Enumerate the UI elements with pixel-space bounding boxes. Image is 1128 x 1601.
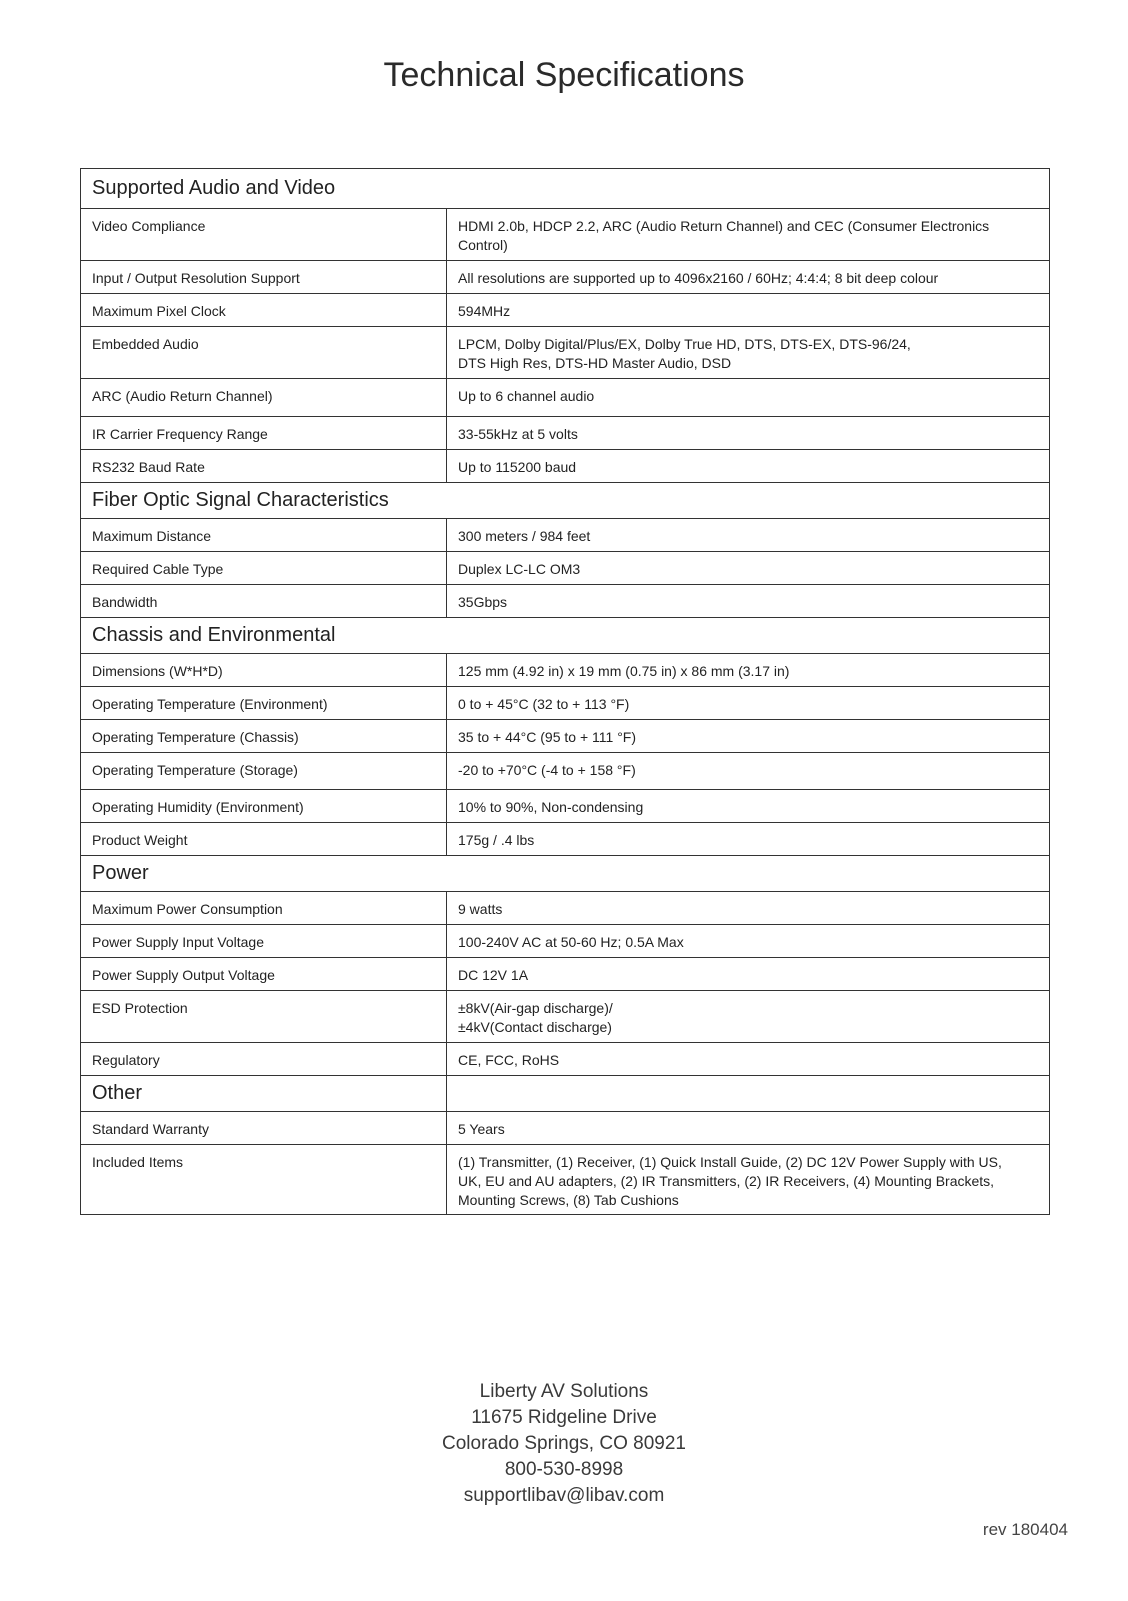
spec-table xyxy=(80,168,1050,1215)
spec-row xyxy=(81,417,1050,450)
spec-row xyxy=(81,687,1050,720)
spec-value-line: Up to 6 channel audio xyxy=(458,388,595,404)
section-header-row xyxy=(81,1076,1050,1112)
spec-row xyxy=(81,294,1050,327)
spec-row xyxy=(81,552,1050,585)
spec-value-line: 100-240V AC at 50-60 Hz; 0.5A Max xyxy=(458,934,684,950)
spec-value-line: 9 watts xyxy=(458,901,503,917)
spec-label: Maximum Distance xyxy=(81,519,447,552)
spec-label: Standard Warranty xyxy=(81,1112,447,1145)
section-header-row xyxy=(81,169,1050,209)
spec-row xyxy=(81,327,1050,379)
spec-label: Included Items xyxy=(81,1145,447,1215)
spec-value xyxy=(447,519,1050,552)
section-header-row xyxy=(81,856,1050,892)
spec-value-line: 35Gbps xyxy=(458,594,508,610)
section-heading: Fiber Optic Signal Characteristics xyxy=(81,483,1050,519)
spec-value-line: LPCM, Dolby Digital/Plus/EX, Dolby True HD, DTS, DTS-EX, DTS-96/24, xyxy=(458,336,911,352)
spec-label: Power Supply Output Voltage xyxy=(81,958,447,991)
spec-value xyxy=(447,654,1050,687)
spec-value-line: Duplex LC-LC OM3 xyxy=(458,561,581,577)
spec-label: RS232 Baud Rate xyxy=(81,450,447,483)
company-contact-block xyxy=(0,1379,1128,1509)
spec-row xyxy=(81,654,1050,687)
spec-value xyxy=(447,261,1050,294)
spec-value-line: ±4kV(Contact discharge) xyxy=(458,1019,612,1035)
spec-value xyxy=(447,753,1050,790)
spec-label: ARC (Audio Return Channel) xyxy=(81,379,447,417)
spec-value xyxy=(447,450,1050,483)
spec-label: Embedded Audio xyxy=(81,327,447,379)
company-name: Liberty AV Solutions xyxy=(479,1381,649,1402)
spec-value xyxy=(447,991,1050,1043)
spec-label: ESD Protection xyxy=(81,991,447,1043)
spec-row xyxy=(81,790,1050,823)
spec-value xyxy=(447,585,1050,618)
spec-value-line: Control) xyxy=(458,237,508,253)
spec-row xyxy=(81,753,1050,790)
spec-value-line: Up to 115200 baud xyxy=(458,459,577,475)
spec-value-line: DC 12V 1A xyxy=(458,967,529,983)
spec-value xyxy=(447,823,1050,856)
revision-label: rev 180404 xyxy=(982,1520,1068,1539)
spec-value xyxy=(447,1145,1050,1215)
section-heading-empty-cell xyxy=(447,1076,1050,1112)
spec-row xyxy=(81,585,1050,618)
spec-value-line: -20 to +70°C (-4 to + 158 °F) xyxy=(458,762,636,778)
spec-label: Bandwidth xyxy=(81,585,447,618)
spec-label: Power Supply Input Voltage xyxy=(81,925,447,958)
spec-value-line: UK, EU and AU adapters, (2) IR Transmitters, (2) IR Receivers, (4) Mounting Brackets, xyxy=(458,1173,995,1189)
section-heading: Other xyxy=(81,1076,447,1112)
spec-label: Maximum Pixel Clock xyxy=(81,294,447,327)
spec-value-line: (1) Transmitter, (1) Receiver, (1) Quick Install Guide, (2) DC 12V Power Supply with US, xyxy=(458,1154,1002,1170)
spec-row xyxy=(81,720,1050,753)
spec-label: IR Carrier Frequency Range xyxy=(81,417,447,450)
spec-table-body xyxy=(81,169,1050,1215)
spec-label: Regulatory xyxy=(81,1043,447,1076)
spec-row xyxy=(81,519,1050,552)
company-street: 11675 Ridgeline Drive xyxy=(471,1407,657,1428)
spec-label: Product Weight xyxy=(81,823,447,856)
spec-row xyxy=(81,261,1050,294)
spec-value xyxy=(447,892,1050,925)
company-phone: 800-530-8998 xyxy=(504,1459,624,1480)
spec-value-line: 175g / .4 lbs xyxy=(458,832,535,848)
spec-row xyxy=(81,209,1050,261)
spec-row xyxy=(81,1043,1050,1076)
spec-label: Input / Output Resolution Support xyxy=(81,261,447,294)
spec-value-line: 300 meters / 984 feet xyxy=(458,528,591,544)
spec-value xyxy=(447,294,1050,327)
page-title: Technical Specifications xyxy=(383,56,745,94)
spec-value xyxy=(447,687,1050,720)
spec-value-line: All resolutions are supported up to 4096x2160 / 60Hz; 4:4:4; 8 bit deep colour xyxy=(458,270,939,286)
section-header-row xyxy=(81,618,1050,654)
spec-value-line: 35 to + 44°C (95 to + 111 °F) xyxy=(458,729,637,745)
spec-row xyxy=(81,1145,1050,1215)
spec-row xyxy=(81,958,1050,991)
spec-label: Operating Temperature (Chassis) xyxy=(81,720,447,753)
spec-value xyxy=(447,1043,1050,1076)
spec-value xyxy=(447,958,1050,991)
company-email[interactable]: supportlibav@libav.com xyxy=(463,1485,665,1506)
spec-label: Operating Humidity (Environment) xyxy=(81,790,447,823)
company-city: Colorado Springs, CO 80921 xyxy=(442,1433,686,1454)
spec-label: Video Compliance xyxy=(81,209,447,261)
spec-row xyxy=(81,925,1050,958)
spec-value-line: 10% to 90%, Non-condensing xyxy=(458,799,644,815)
spec-row xyxy=(81,892,1050,925)
spec-value-line: CE, FCC, RoHS xyxy=(458,1052,560,1068)
section-heading: Supported Audio and Video xyxy=(81,169,1050,209)
spec-value-line: ±8kV(Air-gap discharge)/ xyxy=(458,1000,613,1016)
spec-value xyxy=(447,209,1050,261)
spec-row xyxy=(81,450,1050,483)
spec-value-line: Mounting Screws, (8) Tab Cushions xyxy=(458,1192,679,1208)
spec-value xyxy=(447,552,1050,585)
spec-label: Dimensions (W*H*D) xyxy=(81,654,447,687)
spec-value xyxy=(447,790,1050,823)
spec-row xyxy=(81,823,1050,856)
spec-label: Operating Temperature (Environment) xyxy=(81,687,447,720)
spec-value xyxy=(447,417,1050,450)
spec-label: Maximum Power Consumption xyxy=(81,892,447,925)
spec-value xyxy=(447,379,1050,417)
spec-value-line: 125 mm (4.92 in) x 19 mm (0.75 in) x 86 mm (3.17 in) xyxy=(458,663,790,679)
spec-value-line: 594MHz xyxy=(458,303,511,319)
spec-label: Operating Temperature (Storage) xyxy=(81,753,447,790)
spec-value xyxy=(447,925,1050,958)
spec-value xyxy=(447,1112,1050,1145)
spec-value xyxy=(447,720,1050,753)
section-heading: Chassis and Environmental xyxy=(81,618,1050,654)
spec-value xyxy=(447,327,1050,379)
spec-row xyxy=(81,1112,1050,1145)
section-heading: Power xyxy=(81,856,1050,892)
spec-value-line: DTS High Res, DTS-HD Master Audio, DSD xyxy=(458,355,732,371)
spec-value-line: 5 Years xyxy=(458,1121,505,1137)
spec-label: Required Cable Type xyxy=(81,552,447,585)
spec-value-line: 0 to + 45°C (32 to + 113 °F) xyxy=(458,696,630,712)
section-header-row xyxy=(81,483,1050,519)
spec-value-line: HDMI 2.0b, HDCP 2.2, ARC (Audio Return Channel) and CEC (Consumer Electronics xyxy=(458,218,990,234)
spec-row xyxy=(81,991,1050,1043)
spec-row xyxy=(81,379,1050,417)
spec-value-line: 33-55kHz at 5 volts xyxy=(458,426,578,442)
